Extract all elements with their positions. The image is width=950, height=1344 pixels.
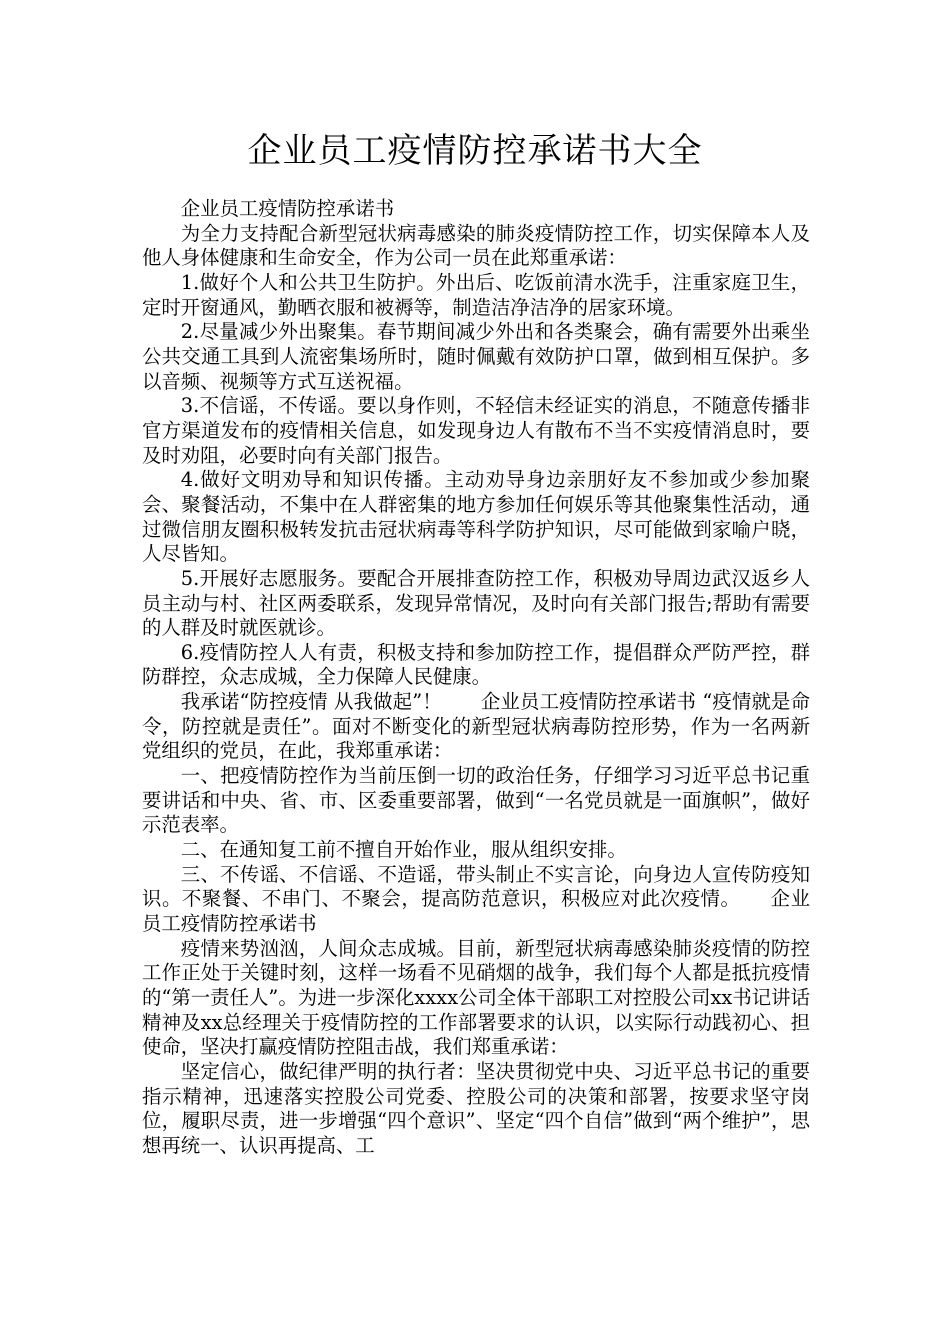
document-body	[142, 197, 810, 1159]
paragraph-item-6: 6.疫情防控人人有责，积极支持和参加防控工作，提倡群众严防严控，群防群控，众志成城，全力保障人民健康。	[142, 640, 810, 689]
document-title: 企业员工疫情防控承诺书大全	[247, 131, 703, 171]
paragraph-point-two: 二、在通知复工前不擅自开始作业，服从组织安排。	[180, 838, 627, 862]
paragraph-item-1: 1.做好个人和公共卫生防护。外出后、吃饭前清水洗手，注重家庭卫生，定时开窗通风，勤晒衣服和被褥等，制造洁净洁净的居家环境。	[142, 270, 810, 319]
paragraph-confidence: 坚定信心，做纪律严明的执行者：坚决贯彻党中央、习近平总书记的重要指示精神，迅速落实控股公司党委、控股公司的决策和部署，按要求坚守岗位，履职尽责，进一步增强“四个意识”、坚定“四个自信”做到“两个维护”，思想再统一、认识再提高、工	[142, 1059, 810, 1157]
paragraph-item-2: 2.尽量减少外出聚集。春节期间减少外出和各类聚会，确有需要外出乘坐公共交通工具到人流密集场所时，随时佩戴有效防护口罩，做到相互保护。多以音频、视频等方式互送祝福。	[142, 320, 810, 393]
paragraph-item-4: 4.做好文明劝导和知识传播。主动劝导身边亲朋好友不参加或少参加聚会、聚餐活动，不集中在人群密集的地方参加任何娱乐等其他聚集性活动，通过微信朋友圈积极转发抗击冠状病毒等科学防护知识，尽可能做到家喻户晓，人尽皆知。	[142, 468, 810, 566]
paragraph-point-one: 一、把疫情防控作为当前压倒一切的政治任务，仔细学习习近平总书记重要讲话和中央、省、市、区委重要部署，做到“一名党员就是一面旗帜”，做好示范表率。	[142, 764, 810, 837]
paragraph-point-three: 三、不传谣、不信谣、不造谣，带头制止不实言论，向身边人宣传防疫知识。不聚餐、不串门、不聚会，提高防范意识，积极应对此次疫情。 企业员工疫情防控承诺书	[142, 862, 810, 936]
paragraph-pledge-2: 我承诺“防控疫情 从我做起”！ 企业员工疫情防控承诺书 “疫情就是命令，防控就是责任”。面对不断变化的新型冠状病毒防控形势，作为一名两新党组织的党员，在此，我郑重承诺：	[142, 690, 810, 763]
paragraph-intro-1: 为全力支持配合新型冠状病毒感染的肺炎疫情防控工作，切实保障本人及他人身体健康和生命安全，作为公司一员在此郑重承诺：	[142, 221, 810, 270]
paragraph-pledge-3: 疫情来势汹汹，人间众志成城。目前，新型冠状病毒感染肺炎疫情的防控工作正处于关键时刻，这样一场看不见硝烟的战争，我们每个人都是抵抗疫情的“第一责任人”。为进一步深化xxxx公司全体干部职工对控股公司xx书记讲话精神及xx总经理关于疫情防控的工作部署要求的认识，以实际行动践初心、担使命，坚决打赢疫情防控阻击战，我们郑重承诺：	[142, 936, 810, 1059]
paragraph-heading-1: 企业员工疫情防控承诺书	[180, 197, 395, 220]
paragraph-item-5: 5.开展好志愿服务。要配合开展排查防控工作，积极劝导周边武汉返乡人员主动与村、社区两委联系，发现异常情况，及时向有关部门报告;帮助有需要的人群及时就医就诊。	[142, 566, 810, 640]
paragraph-item-3: 3.不信谣，不传谣。要以身作则，不轻信未经证实的消息，不随意传播非官方渠道发布的疫情相关信息，如发现身边人有散布不当不实疫情消息时，要及时劝阻，必要时向有关部门报告。	[142, 394, 810, 467]
